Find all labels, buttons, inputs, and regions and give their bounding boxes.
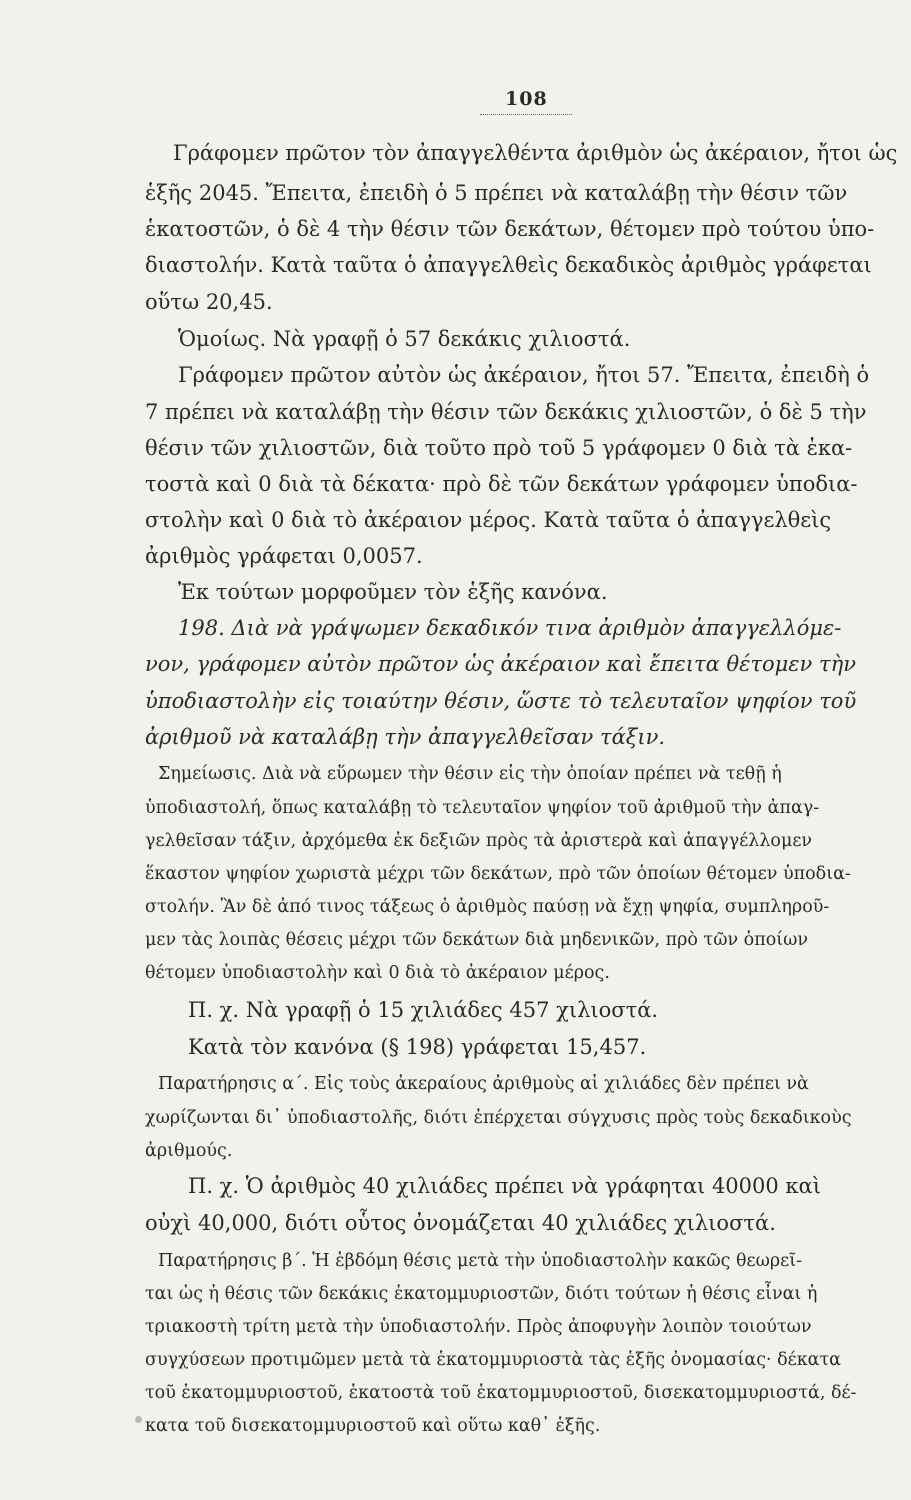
remark-line: κατα τοῦ δισεκατομμυριοστοῦ καὶ οὕτω καθ᾽ ἑξῆς. (145, 1416, 601, 1436)
text-line: ἑξῆς 2045. Ἔπειτα, ἐπειδὴ ὁ 5 πρέπει νὰ καταλάβῃ τὴν θέσιν τῶν (145, 181, 848, 205)
remark-line: Παρατήρησις α΄. Εἰς τοὺς ἀκεραίους ἀριθμοὺς αἱ χιλιάδες δὲν πρέπει νὰ (158, 1074, 809, 1094)
rule-heading-line: 198. Διὰ νὰ γράψωμεν δεκαδικόν τινα ἀριθμὸν ἀπαγγελλόμε- (178, 616, 842, 640)
note-line: ἕκαστον ψηφίον χωριστὰ μέχρι τῶν δεκάτων, πρὸ τῶν ὁποίων θέτομεν ὑποδια- (145, 864, 851, 884)
note-line: ὑποδιαστολή, ὅπως καταλάβῃ τὸ τελευταῖον ψηφίον τοῦ ἀριθμοῦ τὴν ἀπαγ- (145, 798, 820, 818)
remark-line: συγχύσεων προτιμῶμεν μετὰ τὰ ἑκατομμυριοστὰ τὰς ἑξῆς ὀνομασίας· δέκατα (145, 1350, 841, 1370)
example-line: Κατὰ τὸν κανόνα (§ 198) γράφεται 15,457. (188, 1035, 647, 1059)
text-line: στολὴν καὶ 0 διὰ τὸ ἀκέραιον μέρος. Κατὰ ταῦτα ὁ ἀπαγγελθεὶς (145, 508, 832, 532)
rule-text-line: νον, γράφομεν αὐτὸν πρῶτον ὡς ἀκέραιον καὶ ἔπειτα θέτομεν τὴν (145, 652, 856, 676)
rule-text-line: ἀριθμοῦ νὰ καταλάβῃ τὴν ἀπαγγελθεῖσαν τάξιν. (145, 725, 666, 749)
remark-line: ται ὡς ἡ θέσις τῶν δεκάκις ἑκατομμυριοστῶν, διότι τούτων ἡ θέσις εἶναι ἡ (145, 1284, 818, 1304)
text-line: τοστὰ καὶ 0 διὰ τὰ δέκατα· πρὸ δὲ τῶν δεκάτων γράφομεν ὑποδια- (145, 472, 858, 496)
example-line: Π. χ. Ὁ ἀριθμὸς 40 χιλιάδες πρέπει νὰ γράφηται 40000 καὶ (188, 1174, 821, 1198)
remark-line: Παρατήρησις β΄. Ἡ ἑβδόμη θέσις μετὰ τὴν ὑποδιαστολὴν κακῶς θεωρεῖ- (158, 1251, 803, 1271)
note-line: μεν τὰς λοιπὰς θέσεις μέχρι τῶν δεκάτων διὰ μηδενικῶν, πρὸ τῶν ὁποίων (145, 930, 809, 950)
text-line: ἀριθμὸς γράφεται 0,0057. (145, 544, 423, 568)
remark-line: τριακοστὴ τρίτη μετὰ τὴν ὑποδιαστολήν. Πρὸς ἀποφυγὴν λοιπὸν τοιούτων (145, 1317, 812, 1337)
text-line: Γράφομεν πρῶτον αὐτὸν ὡς ἀκέραιον, ἤτοι 57. Ἔπειτα, ἐπειδὴ ὁ (178, 363, 870, 387)
text-line: ἑκατοστῶν, ὁ δὲ 4 τὴν θέσιν τῶν δεκάτων, θέτομεν πρὸ τούτου ὑπο- (145, 217, 875, 241)
note-line: Σημείωσις. Διὰ νὰ εὕρωμεν τὴν θέσιν εἰς τὴν ὁποίαν πρέπει νὰ τεθῇ ἡ (158, 764, 782, 784)
note-line: γελθεῖσαν τάξιν, ἀρχόμεθα ἐκ δεξιῶν πρὸς τὰ ἀριστερὰ καὶ ἀπαγγέλλομεν (145, 831, 813, 851)
text-line: Γράφομεν πρῶτον τὸν ἀπαγγελθέντα ἀριθμὸν ὡς ἀκέραιον, ἤτοι ὡς (173, 141, 898, 165)
ink-spot (135, 1416, 142, 1423)
text-line: θέσιν τῶν χιλιοστῶν, διὰ τοῦτο πρὸ τοῦ 5 γράφομεν 0 διὰ τὰ ἑκα- (145, 436, 853, 460)
remark-line: ἀριθμούς. (145, 1141, 233, 1161)
text-line: Ὁμοίως. Νὰ γραφῇ ὁ 57 δεκάκις χιλιοστά. (178, 327, 631, 351)
remark-line: τοῦ ἑκατομμυριοστοῦ, ἑκατοστὰ τοῦ ἑκατομμυριοστοῦ, δισεκατομμυριοστά, δέ- (145, 1383, 857, 1403)
example-line: οὐχὶ 40,000, διότι οὗτος ὀνομάζεται 40 χιλιάδες χιλιοστά. (145, 1211, 776, 1235)
text-line: Ἐκ τούτων μορφοῦμεν τὸν ἑξῆς κανόνα. (178, 580, 608, 604)
example-line: Π. χ. Νὰ γραφῇ ὁ 15 χιλιάδες 457 χιλιοστά. (188, 998, 659, 1022)
text-line: 7 πρέπει νὰ καταλάβῃ τὴν θέσιν τῶν δεκάκις χιλιοστῶν, ὁ δὲ 5 τὴν (145, 400, 867, 424)
note-line: στολήν. Ἂν δὲ ἀπό τινος τάξεως ὁ ἀριθμὸς παύσῃ νὰ ἔχῃ ψηφία, συμπληροῦ- (145, 897, 830, 917)
note-line: θέτομεν ὑποδιαστολὴν καὶ 0 διὰ τὸ ἀκέραιον μέρος. (145, 963, 610, 983)
remark-line: χωρίζωνται δι᾽ ὑποδιαστολῆς, διότι ἐπέρχεται σύγχυσις πρὸς τοὺς δεκαδικοὺς (145, 1108, 852, 1128)
page-number: 108 (505, 88, 548, 110)
rule-text-line: ὑποδιαστολὴν εἰς τοιαύτην θέσιν, ὥστε τὸ τελευταῖον ψηφίον τοῦ (145, 689, 857, 713)
text-line: οὕτω 20,45. (145, 290, 273, 314)
text-line: διαστολήν. Κατὰ ταῦτα ὁ ἀπαγγελθεὶς δεκαδικὸς ἀριθμὸς γράφεται (145, 253, 872, 277)
